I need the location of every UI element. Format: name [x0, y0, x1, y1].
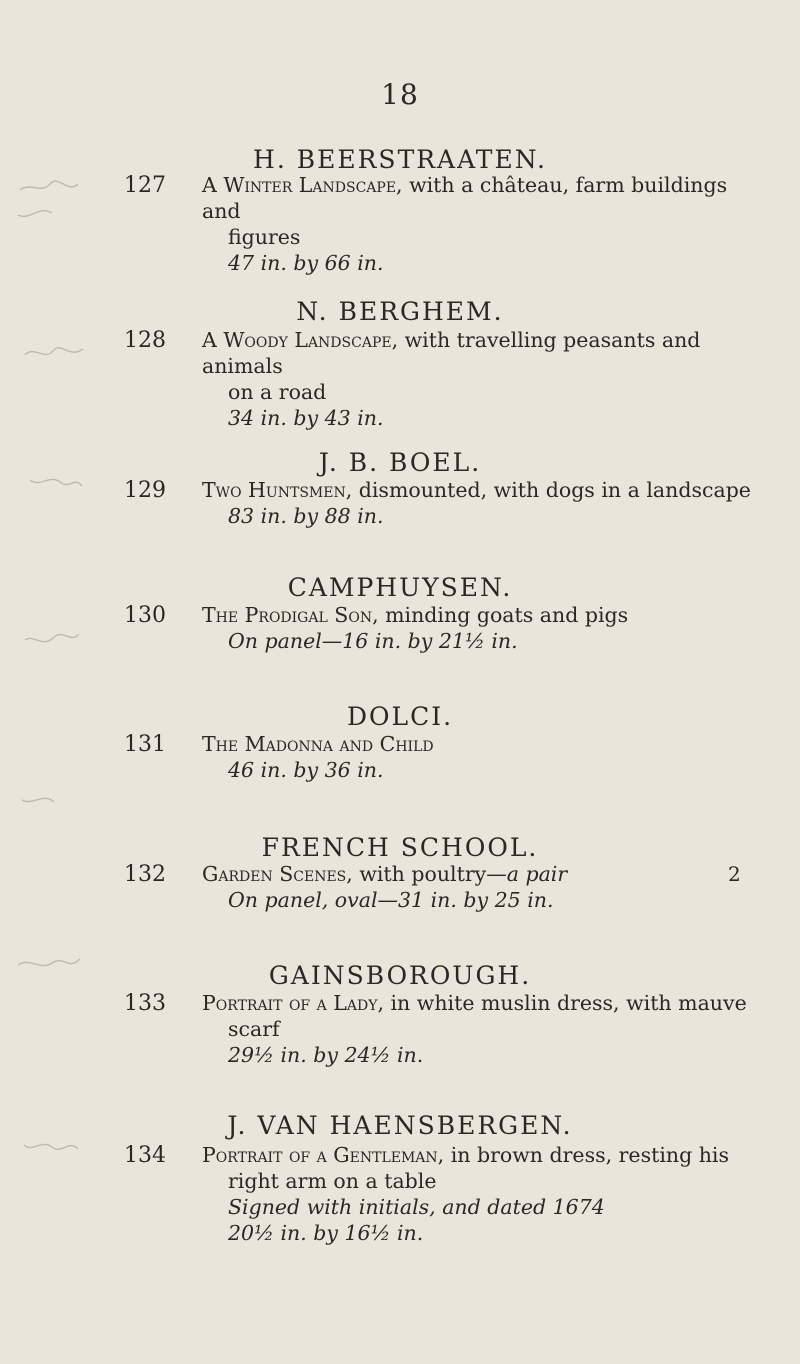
lot-title: Two Huntsmen, — [202, 478, 353, 502]
lot-number: 132 — [124, 862, 166, 887]
lot-description — [202, 172, 762, 276]
lot-dimensions: 20½ in. by 16½ in. — [228, 1221, 424, 1245]
lot-dimensions: On panel—16 in. by 21½ in. — [228, 629, 518, 653]
artist-heading: GAINSBOROUGH. — [268, 961, 532, 990]
lot-dimensions: 46 in. by 36 in. — [228, 758, 384, 782]
lot-quantity: 2 — [728, 862, 741, 886]
lot-number: 130 — [124, 603, 166, 628]
lot-text: in white muslin dress, with mauve — [383, 991, 747, 1015]
lot-number: 134 — [124, 1143, 166, 1168]
lot-dimensions: 83 in. by 88 in. — [228, 504, 384, 528]
artist-heading: DOLCI. — [346, 702, 454, 731]
lot-text: with travelling peasants and animals — [202, 328, 701, 378]
lot-dimensions: 34 in. by 43 in. — [228, 406, 384, 430]
lot-description — [202, 477, 762, 529]
lot-title: The Madonna and Child — [202, 732, 434, 756]
lot-dimensions: 47 in. by 66 in. — [228, 251, 384, 275]
page-number: 18 — [381, 78, 419, 111]
lot-text-italic: a pair — [506, 862, 568, 886]
pencil-annotations — [0, 0, 110, 1364]
lot-dimensions: 29½ in. by 24½ in. — [228, 1043, 424, 1067]
lot-number: 129 — [124, 478, 166, 503]
lot-text: minding goats and pigs — [378, 603, 629, 627]
lot-text: dismounted, with dogs in a landscape — [352, 478, 751, 502]
lot-description — [202, 861, 762, 913]
lot-description — [202, 731, 762, 783]
lot-title: Garden Scenes, — [202, 862, 353, 886]
lot-dimensions: On panel, oval—31 in. by 25 in. — [228, 888, 554, 912]
lot-text: in brown dress, resting his — [444, 1143, 730, 1167]
lot-signature-note: Signed with initials, and dated 1674 — [228, 1195, 605, 1219]
lot-title: The Prodigal Son, — [202, 603, 379, 627]
lot-number: 127 — [124, 173, 166, 198]
artist-heading: FRENCH SCHOOL. — [261, 833, 539, 862]
artist-heading: N. BERGHEM. — [296, 297, 504, 326]
artist-heading: J. VAN HAENSBERGEN. — [227, 1111, 573, 1140]
lot-title: Portrait of a Lady, — [202, 991, 384, 1015]
lot-description — [202, 327, 762, 431]
lot-text: on a road — [228, 380, 327, 404]
lot-text: right arm on a table — [228, 1169, 437, 1193]
lot-number: 128 — [124, 328, 166, 353]
artist-heading: CAMPHUYSEN. — [287, 573, 513, 602]
lot-number: 133 — [124, 991, 166, 1016]
lot-title: A Winter Landscape, — [202, 173, 403, 197]
lot-text: scarf — [228, 1017, 280, 1041]
artist-heading: J. B. BOEL. — [318, 448, 482, 477]
artist-heading: H. BEERSTRAATEN. — [253, 145, 547, 174]
lot-number: 131 — [124, 732, 166, 757]
lot-description — [202, 990, 762, 1068]
lot-title: A Woody Landscape, — [202, 328, 399, 352]
lot-text: with a château, farm buildings and — [202, 173, 728, 223]
lot-description — [202, 1142, 762, 1246]
lot-text: figures — [228, 225, 301, 249]
lot-title: Portrait of a Gentleman, — [202, 1143, 445, 1167]
lot-description — [202, 602, 762, 654]
lot-text: with poultry— — [352, 862, 507, 886]
